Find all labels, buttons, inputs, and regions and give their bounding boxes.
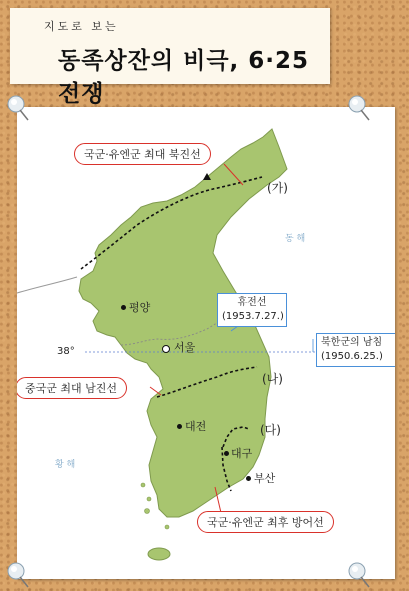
- map-card: [17, 107, 395, 579]
- pushpin-icon: [2, 559, 32, 589]
- title-card: [10, 8, 330, 107]
- island: [145, 509, 150, 514]
- island: [165, 525, 169, 529]
- west-sea-label: 황 해: [55, 460, 76, 470]
- border-line: [17, 277, 77, 293]
- jeju-island: [148, 548, 170, 560]
- zone-label-na: (나): [262, 372, 283, 386]
- pushpin-icon: [343, 92, 373, 122]
- invasion-title: 북한군의 남침: [321, 337, 383, 348]
- zone-label-ga: (가): [267, 181, 288, 195]
- city-busan: 부산: [254, 472, 276, 485]
- daejeon-marker: [177, 424, 182, 429]
- east-sea-label: 동 해: [285, 234, 306, 244]
- busan-marker: [246, 476, 251, 481]
- callout-un-last-defense: 국군·유엔군 최후 방어선: [197, 511, 334, 533]
- page-title: 동족상잔의 비극, 6·25 전쟁: [58, 48, 310, 107]
- title-subtitle: 지도로 보는: [44, 20, 119, 33]
- daegu-marker: [224, 451, 229, 456]
- armistice-box: [217, 293, 287, 327]
- city-daegu: 대구: [231, 447, 253, 460]
- leader-line: [150, 387, 161, 395]
- zone-label-da: (다): [260, 423, 281, 437]
- city-daejeon: 대전: [185, 420, 207, 433]
- island: [147, 497, 151, 501]
- invasion-box: [316, 333, 395, 367]
- pyongyang-marker: [121, 305, 126, 310]
- city-pyongyang: 평양: [129, 301, 151, 314]
- armistice-date: (1953.7.27.): [222, 311, 284, 322]
- invasion-date: (1950.6.25.): [321, 351, 383, 362]
- armistice-title: 휴전선: [237, 297, 267, 308]
- pushpin-icon: [2, 92, 32, 122]
- 38th-parallel-label: 38°: [57, 346, 75, 357]
- callout-china-max-south: 중국군 최대 남진선: [17, 377, 127, 399]
- seoul-marker: [162, 345, 170, 353]
- callout-un-max-north: 국군·유엔군 최대 북진선: [74, 143, 211, 165]
- island: [141, 483, 145, 487]
- pushpin-icon: [343, 559, 373, 589]
- city-seoul: 서울: [174, 341, 196, 354]
